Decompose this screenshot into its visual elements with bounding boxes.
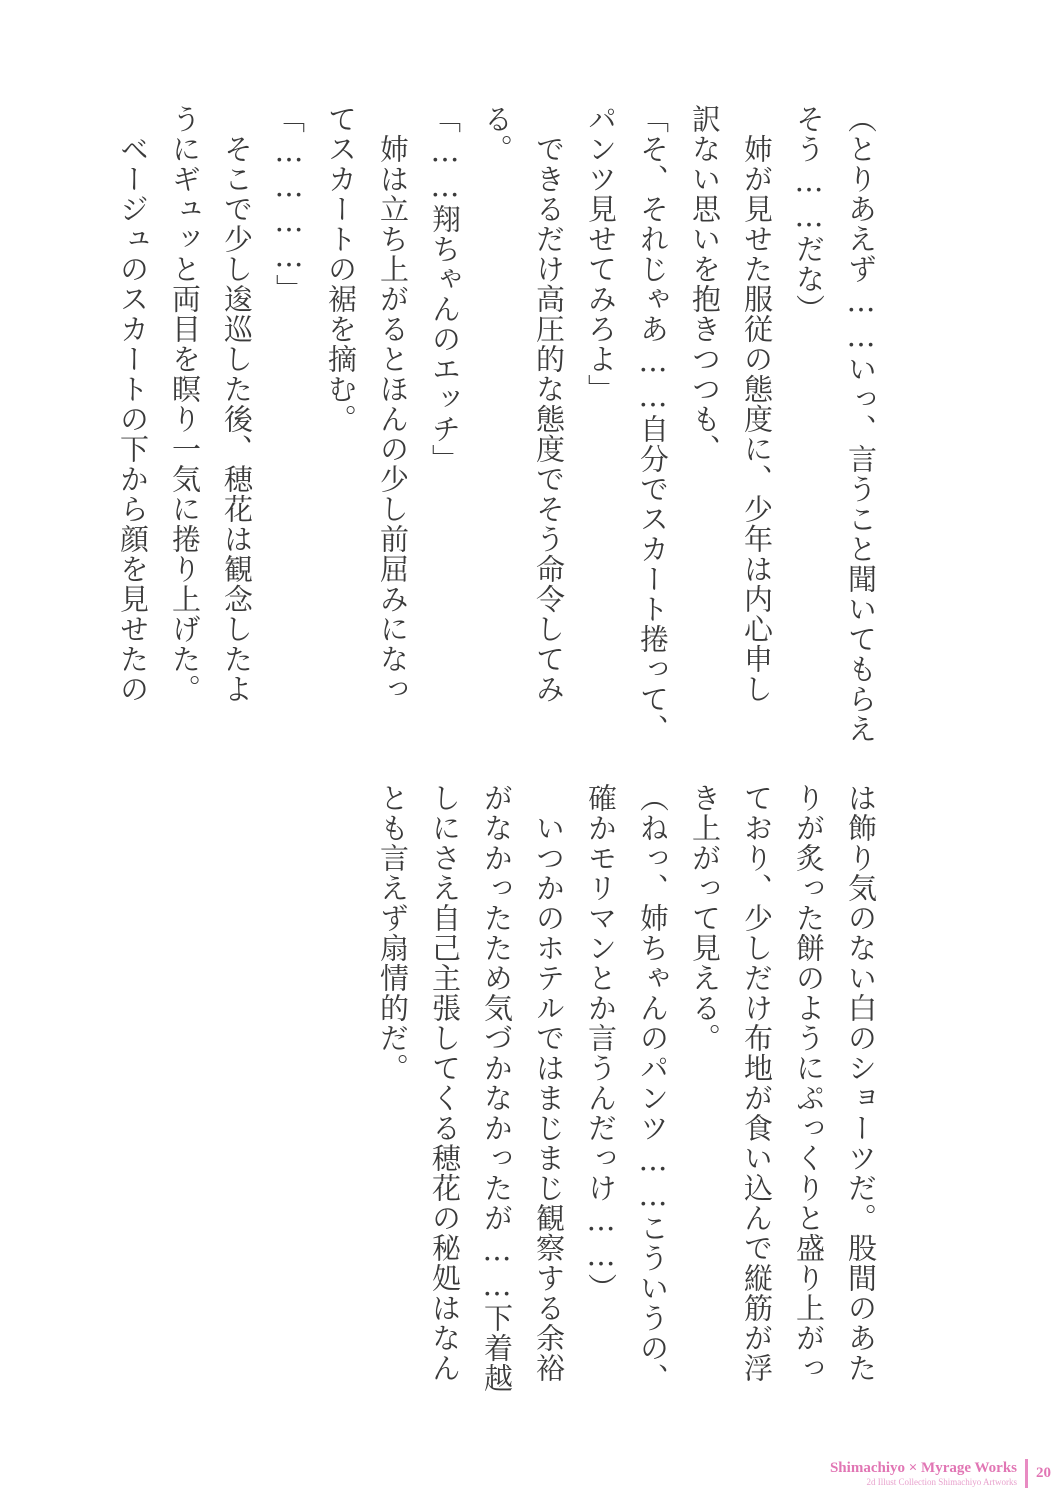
text-line: いつかのホテルではまじまじ観察する余裕 (532, 783, 566, 1383)
text-line: がなかったため気づかなかったが……下着越 (480, 783, 514, 1393)
text-line: は飾り気のない白のショーツだ。股間のあた (844, 783, 878, 1383)
text-line: そう……だな） (792, 104, 826, 324)
text-column-top (107, 104, 887, 744)
text-line: てスカートの裾を摘む。 (324, 104, 358, 434)
page-number: 20 (1036, 1465, 1051, 1481)
text-line: りが炙った餅のようにぷっくりと盛り上がっ (792, 783, 826, 1383)
text-line: き上がって見える。 (688, 783, 722, 1053)
text-line: る。 (480, 104, 514, 164)
text-line: 姉が見せた服従の態度に、少年は内心申し (740, 104, 774, 704)
text-line: 姉は立ち上がるとほんの少し前屈みになっ (376, 104, 410, 704)
text-line: 訳ない思いを抱きつつも、 (688, 104, 722, 464)
text-line: ベージュのスカートの下から顔を見せたの (116, 104, 150, 704)
text-line: 確かモリマンとか言うんだっけ……） (584, 783, 618, 1303)
footer-title: Shimachiyo × Myrage Works (829, 1460, 1017, 1476)
text-line: できるだけ高圧的な態度でそう命令してみ (532, 104, 566, 704)
text-line: うにギュッと両目を瞑り一気に捲り上げた。 (168, 104, 202, 704)
text-line: （ねっ、姉ちゃんのパンツ……こういうの、 (636, 783, 670, 1393)
text-line: （とりあえず……いっ、言うこと聞いてもらえ (844, 104, 878, 744)
footer-subtitle: 2d Illust Collection Shimachiyo Artworks (866, 1477, 1017, 1487)
text-line: しにさえ自己主張してくる穂花の秘処はなん (428, 783, 462, 1383)
text-line: 「そ、それじゃあ……自分でスカート捲って、 (636, 104, 670, 744)
footer-titles (830, 1459, 1028, 1488)
text-line: そこで少し逡巡した後、穂花は観念したよ (220, 104, 254, 704)
page-footer (830, 1459, 1051, 1488)
text-line: 「…………」 (272, 104, 306, 304)
text-column-bottom (367, 783, 887, 1393)
text-line: とも言えず扇情的だ。 (376, 783, 410, 1083)
text-line: 「……翔ちゃんのエッチ」 (428, 104, 462, 474)
text-line: ており、少しだけ布地が食い込んで縦筋が浮 (740, 783, 774, 1383)
text-line: パンツ見せてみろよ」 (584, 104, 618, 404)
